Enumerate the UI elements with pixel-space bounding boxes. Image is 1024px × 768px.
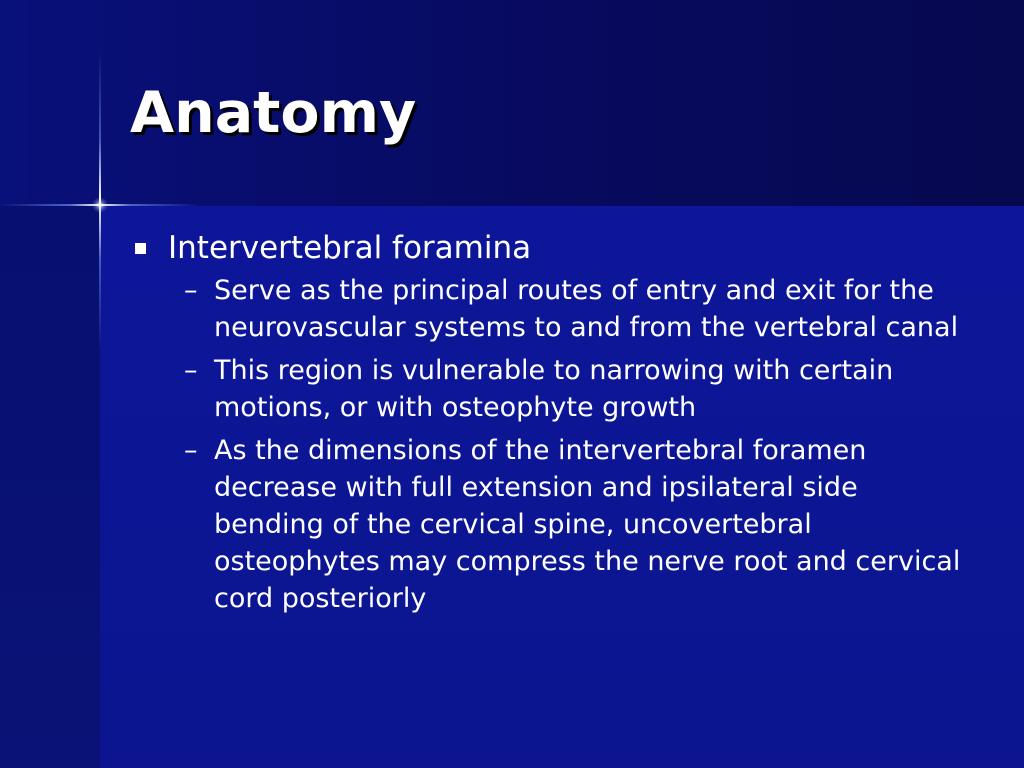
slide-body xyxy=(130,226,970,623)
sub-bullet-list xyxy=(130,272,970,617)
left-band xyxy=(0,206,100,768)
sparkle-star-icon xyxy=(92,197,108,213)
sub-bullet-item xyxy=(130,352,970,426)
square-bullet-icon xyxy=(135,243,146,254)
dash-marker: – xyxy=(184,435,198,466)
bullet-text: Intervertebral foramina xyxy=(168,230,532,266)
dash-marker: – xyxy=(184,355,198,386)
sub-bullet-text: Serve as the principal routes of entry and exit for the neurovascular systems to and from the vertebral canal xyxy=(214,275,959,343)
sub-bullet-item xyxy=(130,432,970,617)
dash-marker: – xyxy=(184,275,198,306)
bullet-item xyxy=(130,226,970,270)
sub-bullet-item xyxy=(130,272,970,346)
slide-title: Anatomy xyxy=(130,80,417,146)
sub-bullet-text: This region is vulnerable to narrowing with certain motions, or with osteophyte growth xyxy=(214,355,894,423)
sub-bullet-text: As the dimensions of the intervertebral foramen decrease with full extension and ipsilateral side bending of the cervical spine, uncovertebral osteophytes may compress the nerve root and cervical cord posteriorly xyxy=(214,435,961,614)
